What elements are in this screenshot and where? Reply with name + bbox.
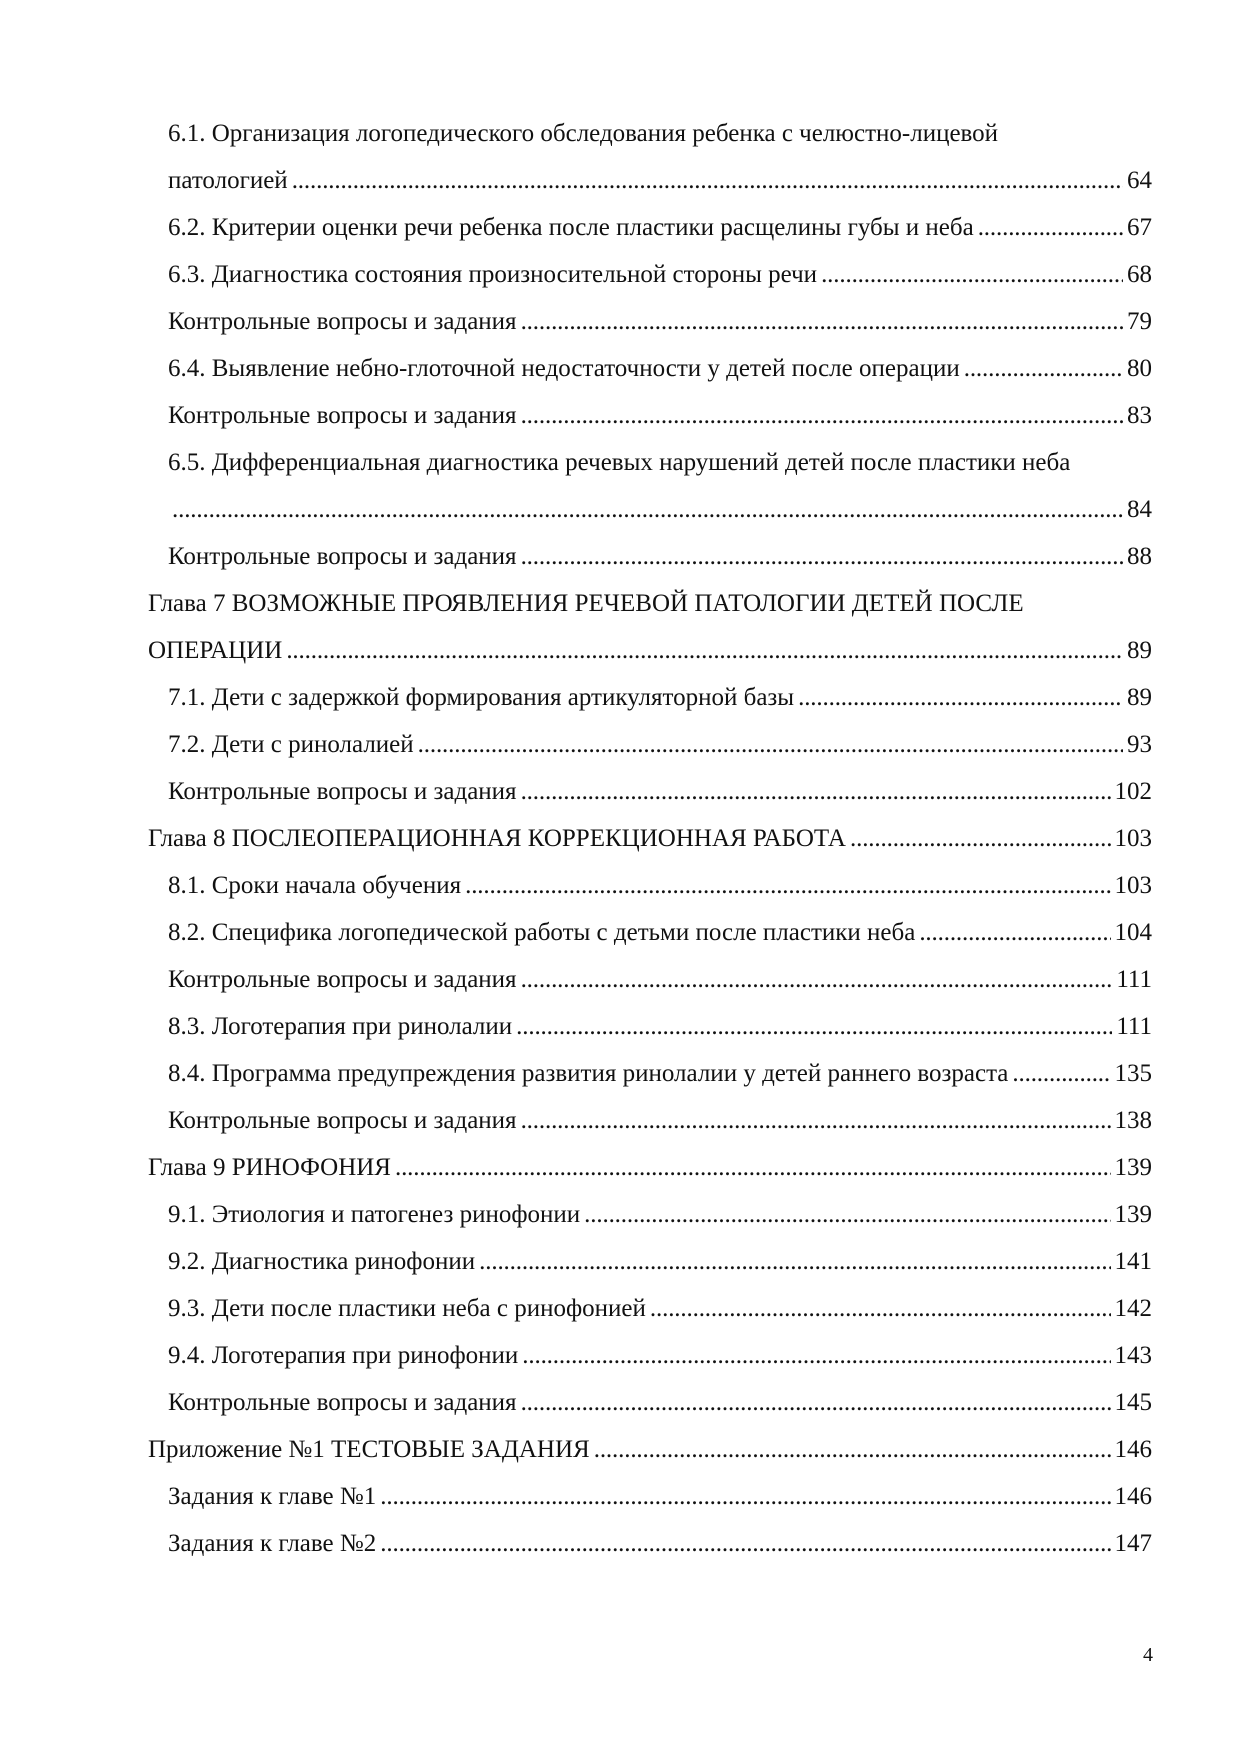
dot-leader [521, 956, 1113, 1003]
toc-entry-title: Контрольные вопросы и задания [168, 308, 517, 335]
toc-entry [168, 1379, 1152, 1426]
toc-entry-page: 111 [1116, 966, 1152, 993]
toc-entry [168, 298, 1152, 345]
toc-entry-row [168, 1332, 1152, 1379]
toc-entry-page: 145 [1114, 1389, 1152, 1416]
toc-entry-title: Контрольные вопросы и задания [168, 1389, 517, 1416]
toc-entry-row [168, 251, 1152, 298]
toc-entry-page: 103 [1114, 825, 1152, 852]
toc-entry-page: 135 [1114, 1060, 1152, 1087]
dot-leader [516, 1003, 1112, 1050]
toc-entry [168, 1191, 1152, 1238]
toc-entry [168, 1050, 1152, 1097]
toc-entry-page: 89 [1127, 684, 1152, 711]
dot-leader [584, 1191, 1110, 1238]
toc-entry-row [148, 815, 1152, 862]
toc-entry-title: 6.4. Выявление небно-глоточной недостаточности у детей после операции [168, 355, 960, 382]
toc-entry-page: 88 [1127, 543, 1152, 570]
dot-leader [395, 1144, 1111, 1191]
toc-entry [148, 1426, 1152, 1473]
toc-entry [168, 1003, 1152, 1050]
toc-entry-title: 9.4. Логотерапия при ринофонии [168, 1342, 519, 1369]
toc-entry-title: Контрольные вопросы и задания [168, 1107, 517, 1134]
dot-leader [964, 345, 1123, 392]
toc-entry-title: 8.2. Специфика логопедической работы с детьми после пластики неба [168, 919, 916, 946]
toc-entry-page: 102 [1114, 778, 1152, 805]
toc-entry [148, 1144, 1152, 1191]
toc-entry-page: 111 [1116, 1013, 1152, 1040]
toc-entry [168, 251, 1152, 298]
toc-entry [168, 1332, 1152, 1379]
toc-entry-title: Контрольные вопросы и задания [168, 778, 517, 805]
toc-entry-page: 146 [1114, 1436, 1152, 1463]
dot-leader [850, 815, 1111, 862]
toc-entry-title-line: 6.1. Организация логопедического обследования ребенка с челюстно-лицевой [168, 120, 999, 147]
toc-entry [168, 1238, 1152, 1285]
toc-entry-title: патологией [168, 167, 288, 194]
toc-entry-page: 83 [1127, 402, 1152, 429]
toc-entry-row [168, 533, 1152, 580]
dot-leader [521, 392, 1123, 439]
table-of-contents [148, 110, 1152, 1567]
toc-entry-row [168, 1003, 1152, 1050]
toc-entry-title: Приложение №1 ТЕСТОВЫЕ ЗАДАНИЯ [148, 1436, 590, 1463]
dot-leader [479, 1238, 1110, 1285]
toc-entry-page: 103 [1114, 872, 1152, 899]
dot-leader [798, 674, 1123, 721]
dot-leader [650, 1285, 1111, 1332]
toc-entry [148, 580, 1152, 674]
toc-entry-page: 67 [1127, 214, 1152, 241]
dot-leader [292, 157, 1123, 204]
toc-entry [168, 909, 1152, 956]
toc-entry-row [168, 1379, 1152, 1426]
dot-leader [286, 627, 1123, 674]
toc-entry-title: Глава 8 ПОСЛЕОПЕРАЦИОННАЯ КОРРЕКЦИОННАЯ РАБОТА [148, 825, 846, 852]
toc-entry [168, 533, 1152, 580]
toc-entry-page: 139 [1114, 1201, 1152, 1228]
toc-entry-row [168, 1191, 1152, 1238]
toc-entry-page: 146 [1114, 1483, 1152, 1510]
toc-entry-title: 8.1. Сроки начала обучения [168, 872, 462, 899]
toc-entry [168, 1097, 1152, 1144]
toc-entry [168, 392, 1152, 439]
toc-entry-row [148, 1144, 1152, 1191]
toc-entry-title: 7.1. Дети с задержкой формирования артикуляторной базы [168, 684, 795, 711]
toc-entry-title: 6.2. Критерии оценки речи ребенка после пластики расщелины губы и неба [168, 214, 974, 241]
toc-entry-row [168, 1520, 1152, 1567]
toc-entry-row [148, 1426, 1152, 1473]
toc-entry-row [168, 204, 1152, 251]
toc-entry [168, 439, 1152, 533]
dot-leader [521, 298, 1123, 345]
dot-leader [919, 909, 1110, 956]
toc-entry-title: Задания к главе №2 [168, 1530, 377, 1557]
toc-entry-title: Глава 9 РИНОФОНИЯ [148, 1154, 391, 1181]
toc-entry-row [148, 627, 1152, 674]
toc-entry-title: 7.2. Дети с ринолалией [168, 731, 414, 758]
toc-entry [168, 956, 1152, 1003]
toc-entry [168, 1473, 1152, 1520]
toc-entry-row [168, 909, 1152, 956]
dot-leader [521, 533, 1123, 580]
toc-entry-row [168, 674, 1152, 721]
dot-leader [594, 1426, 1111, 1473]
toc-entry-title: 6.3. Диагностика состояния произносительной стороны речи [168, 261, 818, 288]
toc-entry-title: Контрольные вопросы и задания [168, 966, 517, 993]
toc-entry-page: 143 [1114, 1342, 1152, 1369]
toc-entry-row [168, 392, 1152, 439]
toc-entry-row [168, 956, 1152, 1003]
dot-leader [1012, 1050, 1110, 1097]
toc-entry [168, 1285, 1152, 1332]
toc-entry-title: 9.3. Дети после пластики неба с ринофонией [168, 1295, 646, 1322]
toc-entry-title: Задания к главе №1 [168, 1483, 377, 1510]
toc-entry-page: 64 [1127, 167, 1152, 194]
toc-entry-row [168, 298, 1152, 345]
toc-entry [168, 674, 1152, 721]
toc-entry-title: Контрольные вопросы и задания [168, 402, 517, 429]
toc-entry-row [168, 1285, 1152, 1332]
dot-leader [380, 1473, 1110, 1520]
toc-entry-row [168, 345, 1152, 392]
dot-leader [821, 251, 1123, 298]
toc-entry [168, 204, 1152, 251]
toc-entry-row [168, 486, 1152, 533]
toc-entry-page: 79 [1127, 308, 1152, 335]
dot-leader [418, 721, 1123, 768]
toc-entry [148, 815, 1152, 862]
toc-entry-page: 89 [1127, 637, 1152, 664]
dot-leader [978, 204, 1123, 251]
toc-entry-page: 93 [1127, 731, 1152, 758]
toc-entry [168, 345, 1152, 392]
toc-entry-title-line: 6.5. Дифференциальная диагностика речевых нарушений детей после пластики неба [168, 449, 1071, 476]
dot-leader [521, 1379, 1111, 1426]
toc-entry-page: 141 [1114, 1248, 1152, 1275]
toc-entry-page: 139 [1114, 1154, 1152, 1181]
dot-leader [172, 486, 1123, 533]
toc-entry-row [168, 1097, 1152, 1144]
toc-entry-title: 9.2. Диагностика ринофонии [168, 1248, 476, 1275]
dot-leader [522, 1332, 1110, 1379]
toc-entry [168, 110, 1152, 204]
toc-entry-title: 8.4. Программа предупреждения развития ринолалии у детей раннего возраста [168, 1060, 1009, 1087]
toc-entry-title: ОПЕРАЦИИ [148, 637, 283, 664]
toc-entry-row [168, 721, 1152, 768]
toc-entry-title: 9.1. Этиология и патогенез ринофонии [168, 1201, 581, 1228]
toc-entry-row [168, 1238, 1152, 1285]
toc-entry-title: 8.3. Логотерапия при ринолалии [168, 1013, 513, 1040]
toc-entry-page: 80 [1127, 355, 1152, 382]
toc-entry-page: 147 [1114, 1530, 1152, 1557]
page-number: 4 [1143, 1644, 1153, 1666]
toc-entry-row [168, 157, 1152, 204]
dot-leader [521, 1097, 1111, 1144]
dot-leader [380, 1520, 1110, 1567]
toc-entry [168, 1520, 1152, 1567]
toc-entry-row [168, 768, 1152, 815]
toc-entry-row [168, 862, 1152, 909]
toc-entry [168, 768, 1152, 815]
toc-entry-page: 104 [1114, 919, 1152, 946]
toc-entry-page: 142 [1114, 1295, 1152, 1322]
toc-entry-row [168, 1050, 1152, 1097]
toc-entry-page: 68 [1127, 261, 1152, 288]
toc-entry-page: 84 [1127, 496, 1152, 523]
toc-entry [168, 862, 1152, 909]
toc-entry-row [168, 1473, 1152, 1520]
toc-entry-page: 138 [1114, 1107, 1152, 1134]
dot-leader [465, 862, 1110, 909]
toc-entry [168, 721, 1152, 768]
dot-leader [521, 768, 1111, 815]
toc-entry-title-line: Глава 7 ВОЗМОЖНЫЕ ПРОЯВЛЕНИЯ РЕЧЕВОЙ ПАТОЛОГИИ ДЕТЕЙ ПОСЛЕ [148, 590, 1024, 617]
toc-entry-title: Контрольные вопросы и задания [168, 543, 517, 570]
